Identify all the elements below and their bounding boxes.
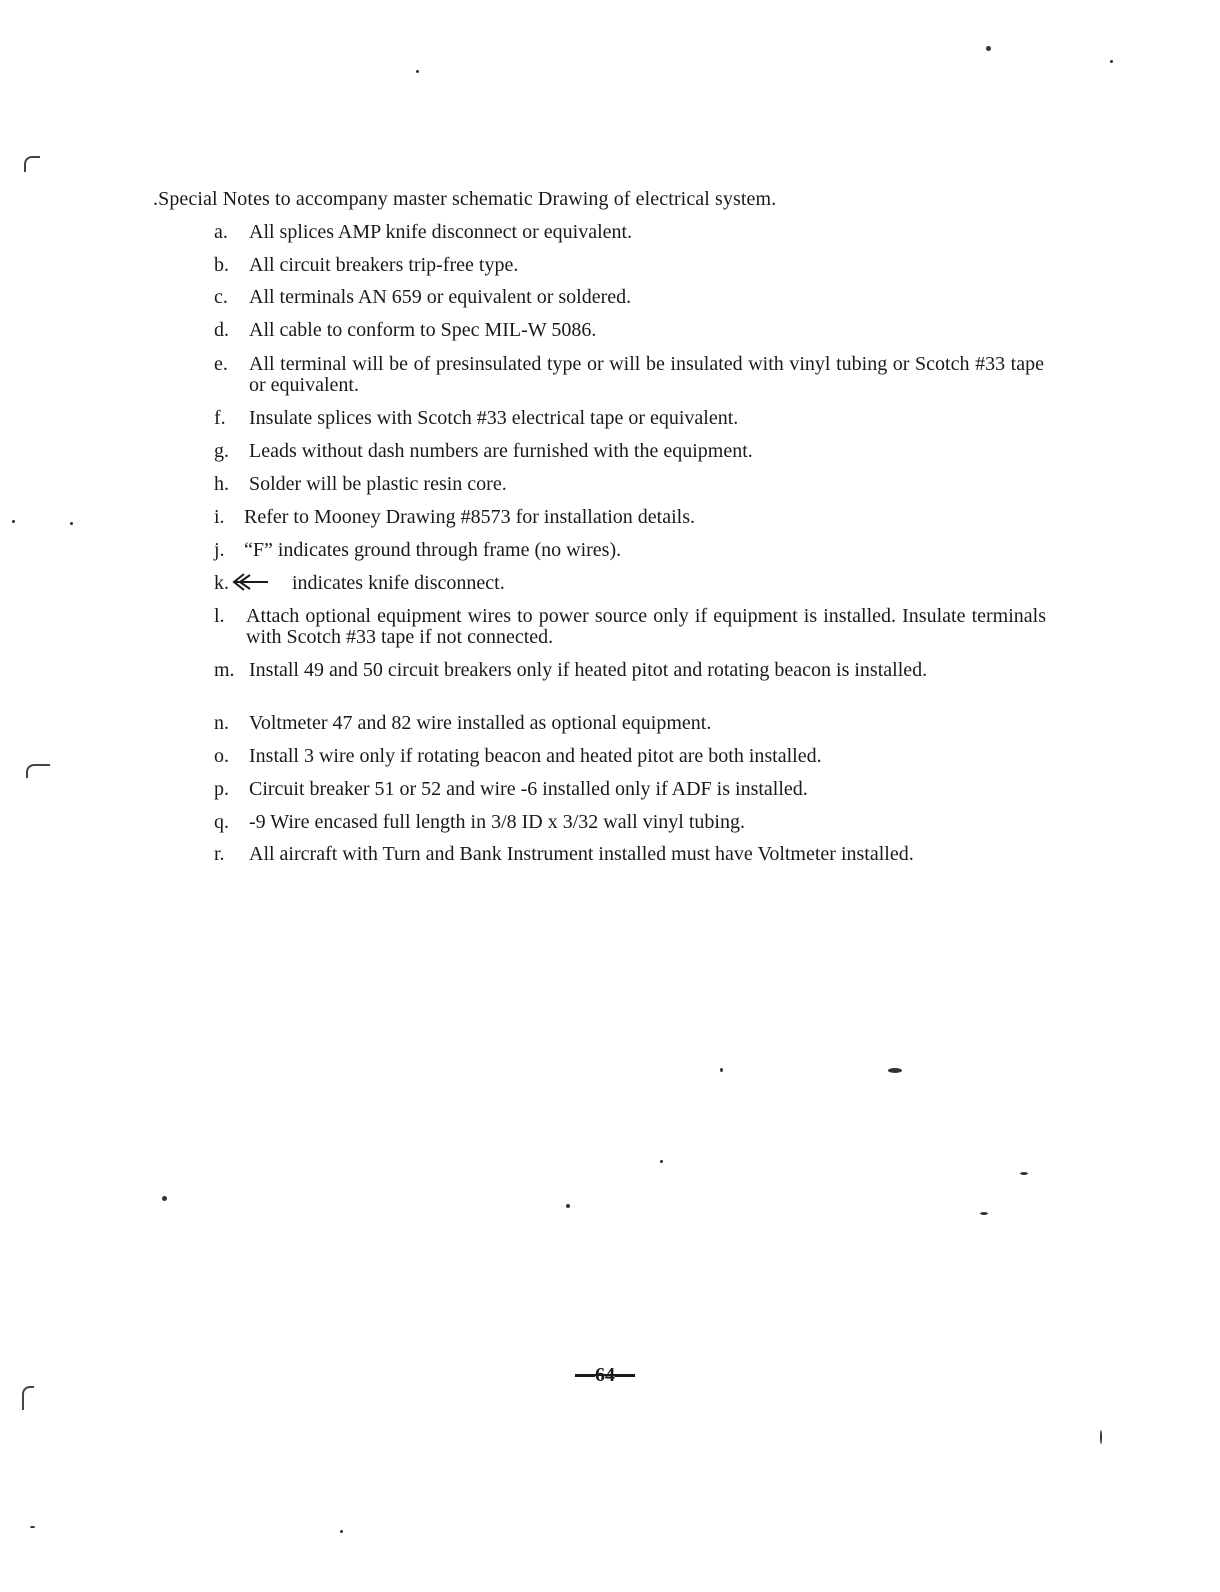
note-item-d xyxy=(214,320,1074,341)
note-letter: b. xyxy=(214,254,229,276)
note-item-c xyxy=(214,287,1074,308)
note-letter: q. xyxy=(214,811,229,833)
note-text: -9 Wire encased full length in 3/8 ID x 3/32 wall vinyl tubing. xyxy=(249,811,745,833)
note-item-i xyxy=(214,507,1074,528)
note-letter: p. xyxy=(214,778,229,800)
note-text: Circuit breaker 51 or 52 and wire -6 installed only if ADF is installed. xyxy=(249,778,808,800)
note-letter: r. xyxy=(214,843,225,865)
note-letter: l. xyxy=(214,605,225,627)
note-item-q xyxy=(214,812,1074,833)
note-item-b xyxy=(214,255,1074,276)
note-text: indicates knife disconnect. xyxy=(292,572,505,594)
note-letter: e. xyxy=(214,353,228,375)
scan-speck xyxy=(12,520,15,523)
scan-speck xyxy=(980,1212,988,1215)
note-text: Voltmeter 47 and 82 wire installed as optional equipment. xyxy=(249,712,712,734)
note-letter: i. xyxy=(214,506,225,528)
scan-speck xyxy=(888,1068,902,1073)
scan-speck xyxy=(416,70,419,73)
note-item-k xyxy=(214,573,1074,594)
note-text: All aircraft with Turn and Bank Instrument installed must have Voltmeter installed. xyxy=(249,843,914,865)
note-text: All cable to conform to Spec MIL-W 5086. xyxy=(249,319,597,341)
note-text: Attach optional equipment wires to power source only if equipment is installed. Insulate terminals with Scotch #33 tape if not connected. xyxy=(246,605,1046,648)
scan-mark xyxy=(26,764,50,778)
scan-speck xyxy=(1020,1172,1028,1175)
scan-speck xyxy=(660,1160,663,1163)
note-text: “F” indicates ground through frame (no wires). xyxy=(244,539,622,561)
note-letter: c. xyxy=(214,286,228,308)
note-letter: d. xyxy=(214,319,229,341)
note-letter: h. xyxy=(214,473,229,495)
note-letter: g. xyxy=(214,440,229,462)
scan-speck xyxy=(986,46,991,51)
note-text: Refer to Mooney Drawing #8573 for installation details. xyxy=(244,506,696,528)
scan-mark xyxy=(22,1386,34,1410)
note-item-h xyxy=(214,474,1074,495)
note-text: All splices AMP knife disconnect or equivalent. xyxy=(249,221,633,243)
scan-speck xyxy=(340,1530,343,1533)
note-text: All circuit breakers trip-free type. xyxy=(249,254,519,276)
note-item-p xyxy=(214,779,1074,800)
note-letter: j. xyxy=(214,539,225,561)
note-item-r xyxy=(214,844,1074,865)
scan-mark xyxy=(24,156,40,172)
note-letter: f. xyxy=(214,407,226,429)
note-item-g xyxy=(214,441,1074,462)
note-letter: k. xyxy=(214,572,229,594)
note-text: All terminal will be of presinsulated type or will be insulated with vinyl tubing or Scotch #33 tape or equivalent. xyxy=(249,353,1044,396)
note-item-j xyxy=(214,540,1074,561)
note-item-o xyxy=(214,746,1074,767)
page-number-value: 64 xyxy=(595,1364,615,1386)
scan-speck xyxy=(1110,60,1113,63)
double-arrow-left-icon xyxy=(230,572,270,592)
page-heading: .Special Notes to accompany master schematic Drawing of electrical system. xyxy=(153,188,777,210)
note-item-n xyxy=(214,713,1074,734)
scan-speck xyxy=(566,1204,570,1208)
note-item-m xyxy=(214,660,1074,681)
note-text: Install 49 and 50 circuit breakers only if heated pitot and rotating beacon is installed. xyxy=(249,659,928,681)
note-item-a xyxy=(214,222,1074,243)
scan-speck xyxy=(162,1196,167,1201)
note-text: Leads without dash numbers are furnished with the equipment. xyxy=(249,440,753,462)
note-text: Install 3 wire only if rotating beacon and heated pitot are both installed. xyxy=(249,745,822,767)
note-item-f xyxy=(214,408,1074,429)
note-letter: m. xyxy=(214,659,235,681)
note-text: All terminals AN 659 or equivalent or soldered. xyxy=(249,286,632,308)
scan-speck xyxy=(30,1526,35,1528)
scan-speck xyxy=(70,522,73,525)
page-number: —64— xyxy=(575,1364,635,1386)
note-item-e xyxy=(214,354,1074,396)
scan-speck xyxy=(720,1068,723,1072)
scan-speck xyxy=(1100,1430,1102,1444)
note-letter: o. xyxy=(214,745,229,767)
note-text: Solder will be plastic resin core. xyxy=(249,473,507,495)
note-text: Insulate splices with Scotch #33 electrical tape or equivalent. xyxy=(249,407,739,429)
note-item-l xyxy=(214,606,1074,648)
note-letter: a. xyxy=(214,221,228,243)
note-letter: n. xyxy=(214,712,229,734)
